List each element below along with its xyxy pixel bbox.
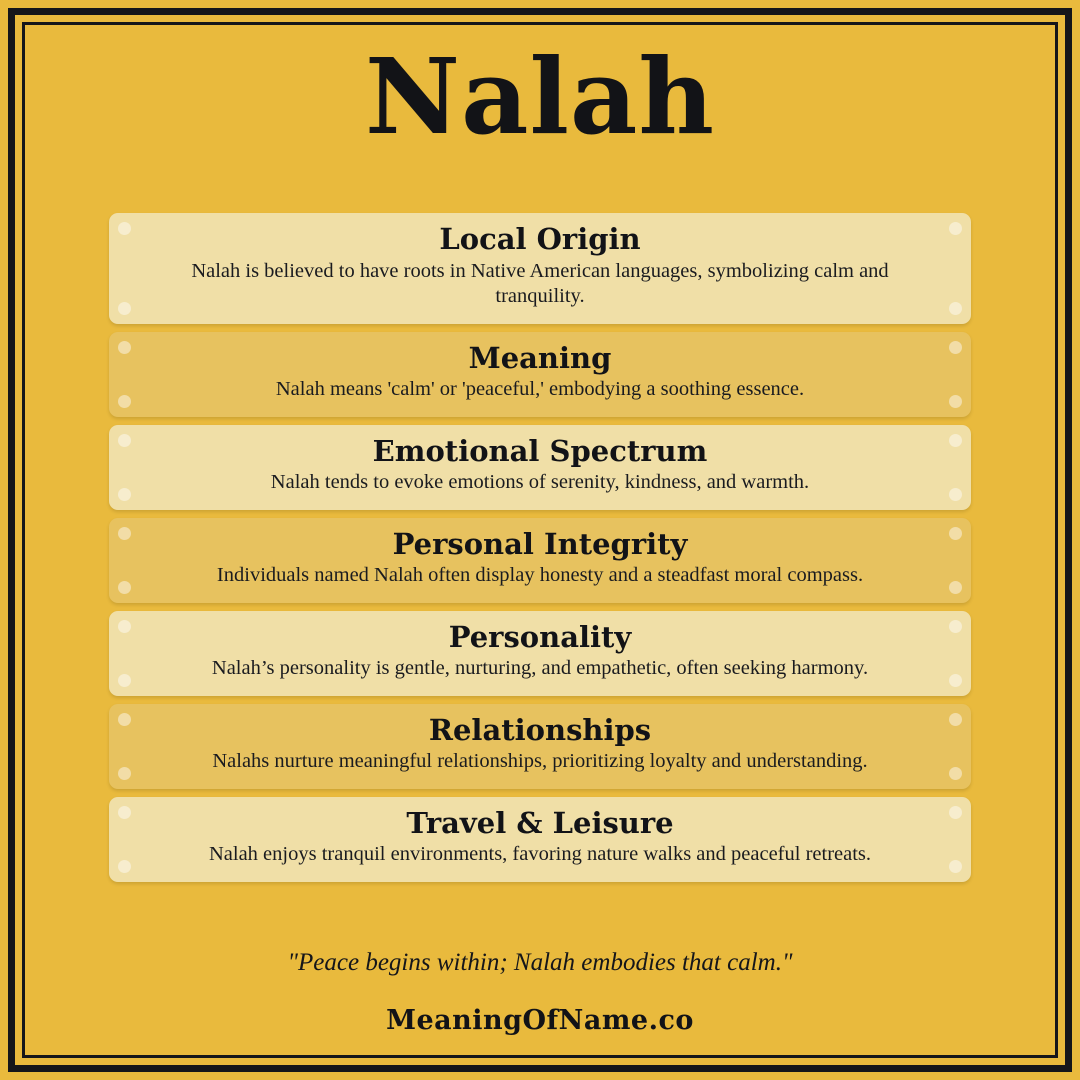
info-card-title: Emotional Spectrum [372, 433, 708, 468]
poster-content [36, 30, 1044, 1050]
rivet-icon [949, 434, 962, 447]
rivet-icon [949, 341, 962, 354]
quote-text: "Peace begins within; Nalah embodies that calm." [287, 949, 793, 976]
info-card-travel-leisure [109, 797, 971, 882]
info-card-text: Nalah means 'calm' or 'peaceful,' embodying a soothing essence. [275, 378, 805, 401]
rivet-icon [949, 395, 962, 408]
info-card-text: Nalah tends to evoke emotions of serenity, kindness, and warmth. [270, 471, 810, 494]
info-card-text: Nalah’s personality is gentle, nurturing, and empathetic, often seeking harmony. [211, 657, 869, 680]
info-card-title: Local Origin [439, 222, 641, 257]
poster-footer [36, 949, 1044, 1050]
rivet-icon [118, 767, 131, 780]
rivet-icon [949, 620, 962, 633]
page-title: Nalah [365, 35, 715, 158]
rivet-icon [118, 302, 131, 315]
info-card-title: Personal Integrity [392, 526, 688, 561]
rivet-icon [949, 488, 962, 501]
info-card-emotional-spectrum [109, 425, 971, 510]
info-card-text: Nalah enjoys tranquil environments, favoring nature walks and peaceful retreats. [208, 842, 872, 865]
info-card-meaning [109, 332, 971, 417]
info-card-local-origin [109, 213, 971, 324]
rivet-icon [949, 302, 962, 315]
rivet-icon [118, 527, 131, 540]
rivet-icon [118, 434, 131, 447]
rivet-icon [118, 674, 131, 687]
info-card-list [109, 213, 971, 881]
rivet-icon [118, 713, 131, 726]
info-card-title: Personality [448, 619, 632, 654]
info-card-title: Meaning [468, 340, 612, 375]
info-card-relationships [109, 704, 971, 789]
rivet-icon [949, 767, 962, 780]
rivet-icon [118, 395, 131, 408]
info-card-personal-integrity [109, 518, 971, 603]
rivet-icon [949, 674, 962, 687]
info-card-title: Relationships [428, 712, 652, 747]
rivet-icon [949, 581, 962, 594]
rivet-icon [118, 620, 131, 633]
rivet-icon [118, 488, 131, 501]
rivet-icon [118, 581, 131, 594]
rivet-icon [949, 713, 962, 726]
rivet-icon [949, 222, 962, 235]
rivet-icon [949, 527, 962, 540]
info-card-personality [109, 611, 971, 696]
rivet-icon [118, 806, 131, 819]
brand-name: MeaningOfName.co [386, 1005, 694, 1036]
rivet-icon [118, 860, 131, 873]
info-card-text: Individuals named Nalah often display honesty and a steadfast moral compass. [216, 564, 864, 587]
rivet-icon [949, 806, 962, 819]
info-card-text: Nalahs nurture meaningful relationships, prioritizing loyalty and understanding. [212, 750, 868, 772]
rivet-icon [949, 860, 962, 873]
info-card-text: Nalah is believed to have roots in Native American languages, symbolizing calm and tranquility. [191, 259, 889, 308]
rivet-icon [118, 341, 131, 354]
info-card-title: Travel & Leisure [406, 805, 674, 840]
rivet-icon [118, 222, 131, 235]
